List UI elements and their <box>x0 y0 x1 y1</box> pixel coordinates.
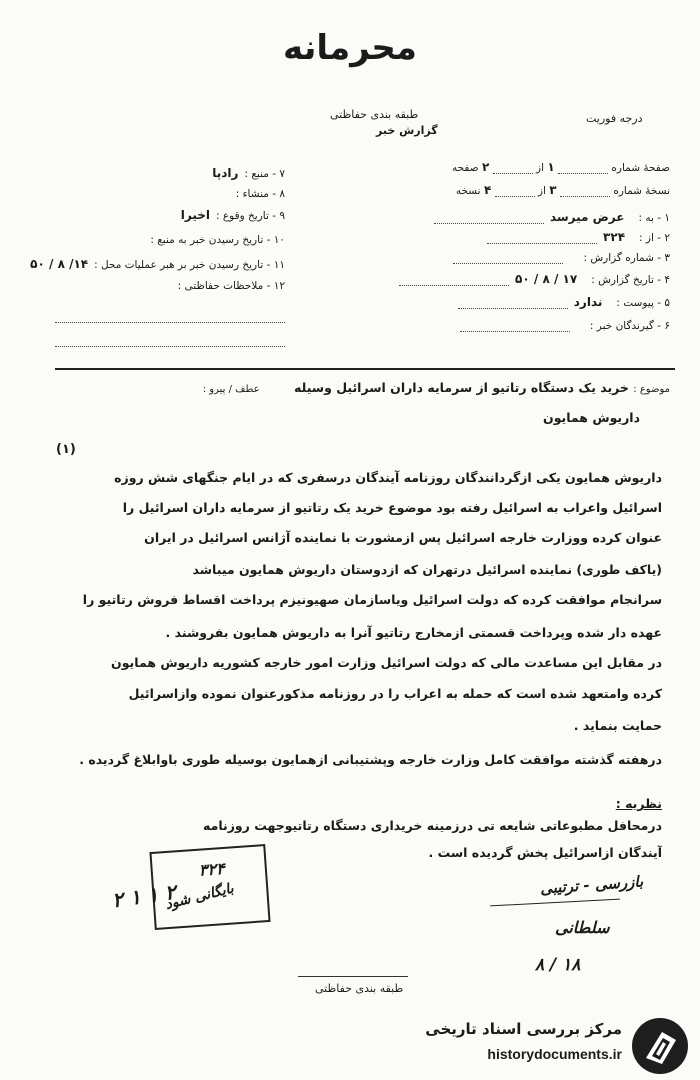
divider-line <box>55 368 675 370</box>
body-text-line: در مقابل این مساعدت مالی که دولت اسرائیل وزارت امور خارجه کشوریه داریوش همایون <box>111 655 662 670</box>
source-field <box>55 186 285 200</box>
copy-info: نسخهٔ شماره ۳ از ۴ نسخه <box>455 183 670 197</box>
signature-line: بازرسی - ترتیبی <box>539 872 644 898</box>
footer-rule <box>298 976 408 977</box>
signature-date: ۸ / ۱۸ <box>535 955 581 975</box>
source-field-value: اخیرا <box>180 208 210 222</box>
report-field-label: ۴ - تاریخ گزارش : <box>591 274 670 286</box>
report-field-label: ۳ - شماره گزارش : <box>583 252 670 264</box>
subject-row <box>30 380 670 395</box>
body-text-line: سرانجام موافقت کرده که دولت اسرائیل ویاسازمان صهیونیزم پرداخت اقساط فروش رتاتیو را <box>82 592 662 607</box>
report-type: گزارش خبر <box>376 124 438 137</box>
source-field-value: ۱۴/ ۸ / ۵۰ <box>30 257 89 271</box>
subject-text: خرید یک دستگاه رتاتیو از سرمایه داران اسرائیل وسیله <box>294 380 629 395</box>
body-text-line: حمایت بنماید . <box>573 718 662 733</box>
report-field <box>370 230 670 244</box>
body-text-line: اسرائیل واعراب به اسرائیل رفته بود موضوع خرید یک رتاتیو از سرمایه داران اسرائیل را <box>122 500 662 515</box>
subject-text-2: داریوش همایون <box>543 410 640 425</box>
margin-note: ۲ ۱ ۱ ۲ <box>110 879 178 913</box>
body-text-line: عهده دار شده وپرداخت قسمتی ازمخارج رتاتیو آنرا به داریوش همایون بفروشند . <box>165 625 662 640</box>
source-field-label: ۱۰ - تاریخ رسیدن خبر به منبع : <box>150 234 285 246</box>
blank-line <box>55 346 285 347</box>
watermark-org-name: مرکز بررسی اسناد تاریخی <box>425 1020 622 1038</box>
source-field <box>55 232 285 246</box>
logo-icon <box>632 1018 688 1074</box>
source-field-label: ۱۲ - ملاحظات حفاظتی : <box>177 280 285 292</box>
comment-line: آیندگان ازاسرائیل پخش گردیده است . <box>428 845 662 860</box>
report-field <box>370 250 670 264</box>
comment-line: درمحافل مطبوعاتی شایعه تی درزمینه خریداری دستگاه رتاتیوجهت روزنامه <box>203 818 662 833</box>
watermark-website: historydocuments.ir <box>487 1046 622 1062</box>
priority-label: درجه فوریت <box>586 112 643 125</box>
source-field-label: ۷ - منبع : <box>244 168 285 180</box>
report-field-value: ۱۷ / ۸ / ۵۰ <box>515 272 578 286</box>
footer-classification: طبقه بندی حفاظتی <box>315 982 404 995</box>
source-field-label: ۹ - تاریخ وقوع : <box>216 210 285 222</box>
report-field-value: ۳۲۴ <box>603 230 626 244</box>
paragraph-marker: (۱) <box>56 442 76 457</box>
report-field <box>370 295 670 309</box>
source-field-label: ۱۱ - تاریخ رسیدن خبر بر هبر عملیات محل : <box>94 259 285 271</box>
signature-line: سلطانی <box>555 918 610 937</box>
report-field-value: عرض میرسد <box>549 210 625 224</box>
subject-label: موضوع : <box>633 384 670 395</box>
body-text-line: داریوش همایون یکی ازگردانندگان روزنامه آیندگان درسفری که در ایام جنگهای شش روزه <box>114 470 662 485</box>
body-text-line: (یاکف طوری) نماینده اسرائیل درتهران که ازدوستان داریوش همایون میباشد <box>192 562 662 577</box>
body-text-line: درهفته گذشته موافقت کامل وزارت خارجه وپشتیبانی ازهمایون بوسیله طوری باوابلاغ گردیده . <box>79 752 662 767</box>
source-field <box>55 166 285 180</box>
source-field <box>55 208 285 222</box>
sheet-info: صفحهٔ شماره ۱ از ۲ صفحه <box>452 160 670 174</box>
source-field-value: رادپا <box>212 166 239 180</box>
source-field <box>55 278 285 292</box>
ref-label: عطف / پیرو : <box>202 384 260 395</box>
report-field <box>370 318 670 332</box>
report-field-value: ندارد <box>573 295 603 309</box>
stamp-number: ۳۲۴ <box>198 858 226 880</box>
blank-line <box>55 322 285 323</box>
report-field <box>370 272 670 286</box>
report-field-label: ۱ - به : <box>638 212 670 224</box>
report-field-label: ۵ - پیوست : <box>616 297 670 309</box>
report-field <box>370 210 670 224</box>
report-field-label: ۶ - گیرندگان خبر : <box>589 320 670 332</box>
classification-label: طبقه بندی حفاظتی <box>330 108 419 121</box>
report-field-label: ۲ - از : <box>639 232 670 244</box>
body-text-line: کرده وامتعهد شده است که حمله به اعراب را در روزنامه مذکورعنوان نموده وازاسرائیل <box>128 686 662 701</box>
comment-label: نظریه : <box>615 796 662 811</box>
signature-stroke <box>490 899 620 907</box>
watermark <box>410 1010 700 1080</box>
document-title: محرمانه <box>283 28 417 68</box>
stamp-text: بایگانی شود <box>163 880 236 913</box>
body-text-line: عنوان کرده ووزارت خارجه اسرائیل پس ازمشورت با نماینده آژانس اسرائیل در ایران <box>144 530 662 545</box>
source-field-label: ۸ - منشاء : <box>235 188 285 200</box>
source-field <box>30 257 285 271</box>
